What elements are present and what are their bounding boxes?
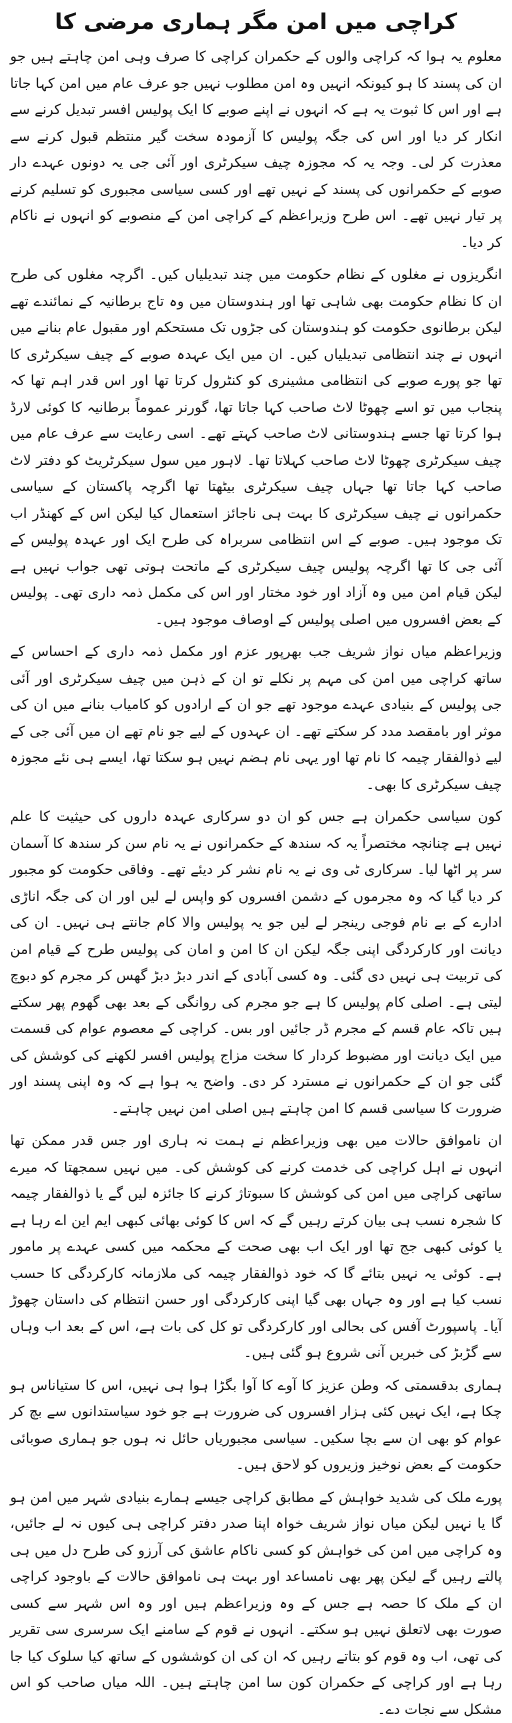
article-paragraph: وزیراعظم میاں نواز شریف جب بھرپور عزم اور مکمل ذمہ داری کے احساس کے ساتھ کراچی میں امن کی مہم پر نکلے تو ان کے ذہن میں چیف سیکرٹری اور آئی جی پولیس کے بنیادی عہدے موجود تھے جو ان کے ارادوں کو کامیاب بنانے میں ان کی موثر اور بامقصد مدد کر سکتے تھے۔ ان عہدوں کے لیے جو نام تھے ان میں آئی جی کے لیے ذوالفقار چیمہ کا نام تھا اور یہی نام ہضم نہیں ہو سکتا تھا، ایسے ہی نئے مجوزہ چیف سیکرٹری کا بھی۔ bbox=[10, 639, 502, 798]
article-paragraph: معلوم یہ ہوا کہ کراچی والوں کے حکمران کراچی کا صرف وہی امن چاہتے ہیں جو ان کی پسند کا ہو کیونکہ انہیں وہ امن مطلوب نہیں جو عرف عام میں امن کہا جاتا ہے اور اس کا ثبوت یہ ہے کہ انہوں نے اپنے صوبے کا ایک پولیس افسر تبدیل کرنے سے انکار کر دیا اور اس کی جگہ پولیس کا آزمودہ سخت گیر منتظم قبول کرنے سے معذرت کر لی۔ وجہ یہ کہ مجوزہ چیف سیکرٹری اور آئی جی یہ دونوں عہدے دار صوبے کے حکمرانوں کی پسند کے نہیں تھے اور کسی سیاسی مجبوری کو تسلیم کرنے پر تیار نہیں تھے۔ اس طرح وزیراعظم کے کراچی امن کے منصوبے کو انہوں نے ناکام کر دیا۔ bbox=[10, 44, 502, 256]
article-paragraph: ہماری بدقسمتی کہ وطن عزیز کا آوے کا آوا بگڑا ہوا ہی نہیں، اس کا ستیاناس ہو چکا ہے، ایک نہیں کئی ہزار افسروں کی ضرورت ہے جو خود سیاستدانوں سے بچ کر عوام کو بھی ان سے بچا سکیں۔ سیاسی مجبوریاں حائل نہ ہوں جو ہماری صوبائی حکومت کے بعض نوخیز وزیروں کو لاحق ہیں۔ bbox=[10, 1373, 502, 1479]
article-headline: کراچی میں امن مگر ہماری مرضی کا bbox=[10, 8, 502, 38]
article-paragraph: کون سیاسی حکمران ہے جس کو ان دو سرکاری عہدہ داروں کی حیثیت کا علم نہیں ہے چنانچہ مختصراً یہ کہ سندھ کے حکمرانوں نے یہ نام سن کر سندھ کا آسمان سر پر اٹھا لیا۔ سرکاری ٹی وی نے یہ نام نشر کر دیئے تھے۔ وفاقی حکومت کو مجبور کر دیا گیا کہ وہ مجرموں کے دشمن افسروں کو واپس لے لیں اور ان کی جگہ اناڑی ادارے کے بے نام فوجی رینجر لے لیں جو یہ پولیس والا کام جانتے ہی نہیں۔ ان کی دیانت اور کارکردگی اپنی جگہ لیکن ان کا امن و امان کی پولیس طرح کے قیام امن کی تربیت ہی نہیں دی گئی۔ وہ کسی آبادی کے اندر دبڑ دبڑ گھس کر مجرم کو دبوچ لیتی ہے۔ اصلی کام پولیس کا ہے جو مجرم کی روانگی کے بعد بھی گھوم پھر سکتے ہیں تاکہ عام قسم کے مجرم ڈر جائیں اور بس۔ کراچی کے معصوم عوام کی قسمت میں ایک دیانت اور مضبوط کردار کا سخت مزاج پولیس افسر لکھنے کی کوشش کی گئی جو ان کے حکمرانوں نے مسترد کر دی۔ واضح یہ ہوا ہے کہ وہ اپنی پسند اور ضرورت کا سیاسی قسم کا امن چاہتے ہیں اصلی امن نہیں چاہتے۔ bbox=[10, 804, 502, 1122]
article-paragraph: ان ناموافق حالات میں بھی وزیراعظم نے ہمت نہ ہاری اور جس قدر ممکن تھا انہوں نے اہل کراچی کی خدمت کرنے کی کوشش کی۔ میں نہیں سمجھتا کہ میرے ساتھی کراچی میں امن کی کوشش کا سبوتاژ کرنے کا جائزہ لیں گے یا ذوالفقار چیمہ کا شجرہ نسب ہی بیان کرتے رہیں گے کہ اس کا کوئی بھائی کبھی ایم این اے رہا ہے یا کوئی کبھی جج تھا اور ایک اب بھی صحت کے محکمہ میں کسی عہدے پر مامور ہے۔ کوئی یہ نہیں بتائے گا کہ خود ذوالفقار چیمہ کی ملازمانہ کارکردگی کا حسب نسب کیا ہے اور وہ جہاں بھی گیا اپنی کارکردگی اور حسن انتظام کی داستان چھوڑ آیا۔ پاسپورٹ آفس کی بحالی اور کارکردگی تو کل کی بات ہے، اس کے بعد اب وہاں سے گڑبڑ کی خبریں آنی شروع ہو گئی ہیں۔ bbox=[10, 1128, 502, 1367]
article-paragraph: پورے ملک کی شدید خواہش کے مطابق کراچی جیسے ہمارے بنیادی شہر میں امن ہو گا یا نہیں لیکن میاں نواز شریف خواہ اپنا صدر دفتر کراچی ہی کیوں نہ لے جائیں، وہ کراچی میں امن کی خواہش کو کسی ناکام عاشق کی آرزو کی طرح دل میں ہی پالتے رہیں گے لیکن پھر بھی نامساعد اور بہت ہی ناموافق حالات کے باوجود کراچی ان کے ملک کا حصہ ہے جس کے وہ وزیراعظم ہیں اور وہ اس شہر سے کسی صورت بھی لاتعلق نہیں ہو سکتے۔ انہوں نے قوم کے سامنے ایک سرسری سی تقریر کی تھی، اب وہ قوم کو بتاتے رہیں کہ ان کی ان کوششوں کے ساتھ کیا سلوک کیا جا رہا ہے اور کراچی کے حکمران کون سا امن چاہتے ہیں۔ اللہ میاں صاحب کو اس مشکل سے نجات دے۔ bbox=[10, 1485, 502, 1723]
article-paragraph: انگریزوں نے مغلوں کے نظام حکومت میں چند تبدیلیاں کیں۔ اگرچہ مغلوں کی طرح ان کا نظام حکومت بھی شاہی تھا اور ہندوستان میں وہ تاج برطانیہ کے نمائندے تھے لیکن برطانوی حکومت کو ہندوستان کی جڑوں تک مستحکم اور مقبول عام بنانے میں انہوں نے چند انتظامی تبدیلیاں کیں۔ ان میں ایک عہدہ صوبے کے چیف سیکرٹری کا تھا جو پورے صوبے کی انتظامی مشینری کو کنٹرول کرتا تھا اور اس قدر اہم تھا کہ پنجاب میں تو اسے چھوٹا لاٹ صاحب کہا جاتا تھا، گورنر عموماً برطانیہ کا کوئی لارڈ ہوا کرتا تھا جسے ہندوستانی لاٹ صاحب کہتے تھے۔ اسی رعایت سے عرف عام میں چیف سیکرٹری چھوٹا لاٹ صاحب کہلاتا تھا۔ لاہور میں سول سیکرٹریٹ کو دفتر لاٹ صاحب کہا جاتا تھا جہاں چیف سیکرٹری بیٹھتا تھا اگرچہ پاکستان کے سیاسی حکمرانوں نے چیف سیکرٹری کا بہت ہی ناجائز استعمال کیا لیکن اس کے کھنڈر اب تک موجود ہیں۔ صوبے کے اس انتظامی سربراہ کی طرح ایک اور عہدہ پولیس کے آئی جی کا تھا اگرچہ پولیس چیف سیکرٹری کے ماتحت ہوتی تھی جواب نہیں ہے لیکن قیام امن میں وہ آزاد اور خود مختار اور اس کی مکمل ذمہ داری تھی۔ پولیس کے بعض افسروں میں اصلی پولیس کے اوصاف موجود ہیں۔ bbox=[10, 262, 502, 633]
